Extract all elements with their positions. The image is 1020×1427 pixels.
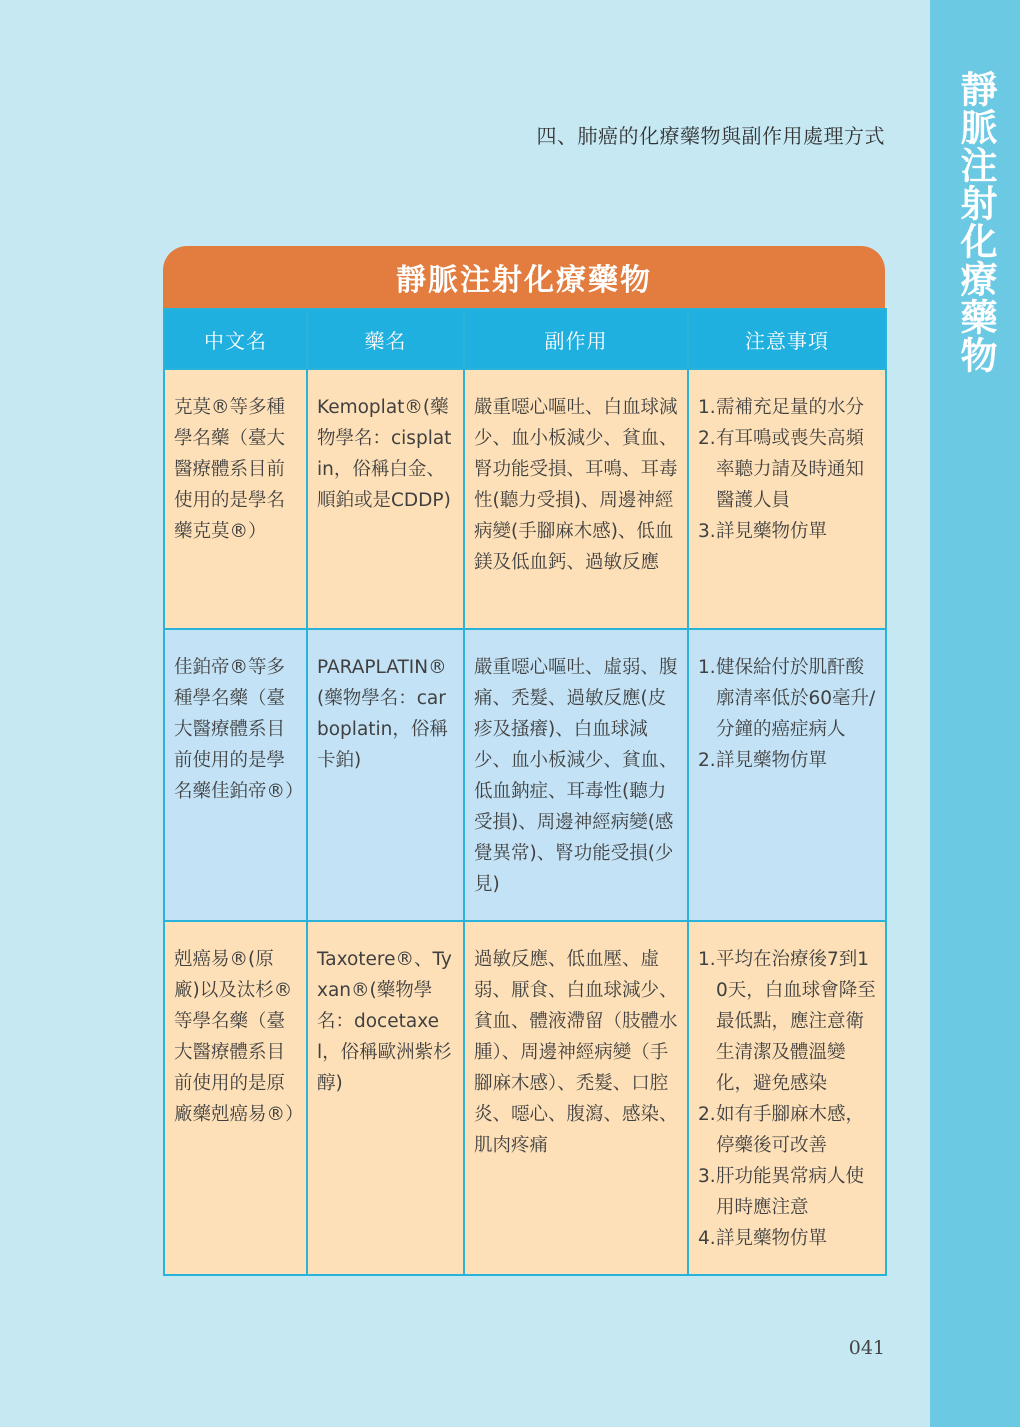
note-text: 詳見藥物仿單 xyxy=(716,521,828,542)
note-text: 如有手腳麻木感，停藥後可改善 xyxy=(716,1104,865,1156)
note-number: 1. xyxy=(698,657,716,678)
table-header-row xyxy=(164,309,886,369)
cell-side-effects: 過敏反應、低血壓、虛弱、厭食、白血球減少、貧血、體液滯留（肢體水腫）、周邊神經病變（手腳麻木感）、禿髮、口腔炎、噁心、腹瀉、感染、肌肉疼痛 xyxy=(464,921,688,1275)
note-item xyxy=(698,1223,877,1254)
side-tab xyxy=(930,0,1020,1427)
note-text: 肝功能異常病人使用時應注意 xyxy=(716,1166,865,1218)
note-item xyxy=(698,1161,877,1223)
table-row xyxy=(164,629,886,921)
note-item xyxy=(698,423,877,516)
note-item xyxy=(698,944,877,1099)
cell-notes xyxy=(688,629,886,921)
note-text: 詳見藥物仿單 xyxy=(716,750,828,771)
side-tab-title: 靜脈注射化療藥物 xyxy=(954,70,997,374)
cell-side-effects: 嚴重噁心嘔吐、白血球減少、血小板減少、貧血、腎功能受損、耳鳴、耳毒性(聽力受損)、周邊神經病變(手腳麻木感)、低血鎂及低血鈣、過敏反應 xyxy=(464,369,688,629)
note-item xyxy=(698,1099,877,1161)
note-number: 4. xyxy=(698,1228,716,1249)
cell-chinese-name: 佳鉑帝®等多種學名藥（臺大醫療體系目前使用的是學名藥佳鉑帝®） xyxy=(164,629,307,921)
note-item xyxy=(698,652,877,745)
note-number: 1. xyxy=(698,397,716,418)
header-drug-name: 藥名 xyxy=(307,309,464,369)
chapter-title: 四、肺癌的化療藥物與副作用處理方式 xyxy=(536,124,885,148)
note-text: 需補充足量的水分 xyxy=(716,397,865,418)
cell-chinese-name: 克莫®等多種學名藥（臺大醫療體系目前使用的是學名藥克莫®） xyxy=(164,369,307,629)
cell-notes xyxy=(688,921,886,1275)
cell-chinese-name: 剋癌易®(原廠)以及汰杉®等學名藥（臺大醫療體系目前使用的是原廠藥剋癌易®） xyxy=(164,921,307,1275)
note-number: 1. xyxy=(698,949,716,970)
note-text: 健保給付於肌酐酸廓清率低於60毫升/分鐘的癌症病人 xyxy=(716,657,876,740)
page-number: 041 xyxy=(848,1337,885,1359)
note-text: 詳見藥物仿單 xyxy=(716,1228,828,1249)
note-number: 2. xyxy=(698,1104,716,1125)
header-chinese-name: 中文名 xyxy=(164,309,307,369)
drug-table-panel xyxy=(163,246,885,1276)
header-notes: 注意事項 xyxy=(688,309,886,369)
table-title: 靜脈注射化療藥物 xyxy=(163,246,885,308)
note-text: 有耳鳴或喪失高頻率聽力請及時通知醫護人員 xyxy=(716,428,865,511)
cell-drug-name: Kemoplat®(藥物學名：cisplatin，俗稱白金、順鉑或是CDDP) xyxy=(307,369,464,629)
note-text: 平均在治療後7到10天，白血球會降至最低點，應注意衛生清潔及體溫變化，避免感染 xyxy=(716,949,876,1094)
cell-notes xyxy=(688,369,886,629)
note-number: 3. xyxy=(698,1166,716,1187)
cell-drug-name: Taxotere®、Tyxan®(藥物學名：docetaxel，俗稱歐洲紫杉醇) xyxy=(307,921,464,1275)
drug-table xyxy=(163,308,887,1276)
table-row xyxy=(164,921,886,1275)
note-item xyxy=(698,745,877,776)
note-number: 2. xyxy=(698,750,716,771)
note-number: 2. xyxy=(698,428,716,449)
note-number: 3. xyxy=(698,521,716,542)
note-item xyxy=(698,392,877,423)
cell-drug-name: PARAPLATIN®(藥物學名：carboplatin，俗稱卡鉑) xyxy=(307,629,464,921)
header-side-effects: 副作用 xyxy=(464,309,688,369)
cell-side-effects: 嚴重噁心嘔吐、虛弱、腹痛、禿髮、過敏反應(皮疹及搔癢)、白血球減少、血小板減少、貧血、低血鈉症、耳毒性(聽力受損)、周邊神經病變(感覺異常)、腎功能受損(少見) xyxy=(464,629,688,921)
table-row xyxy=(164,369,886,629)
note-item xyxy=(698,516,877,547)
